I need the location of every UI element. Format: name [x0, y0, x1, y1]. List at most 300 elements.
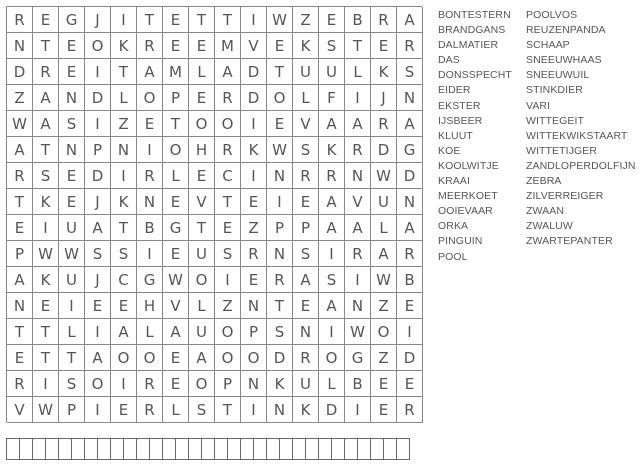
- answer-box[interactable]: [254, 439, 267, 460]
- grid-cell[interactable]: E: [241, 189, 267, 215]
- grid-cell[interactable]: L: [345, 59, 371, 85]
- grid-cell[interactable]: R: [371, 111, 397, 137]
- grid-cell[interactable]: E: [241, 267, 267, 293]
- grid-cell[interactable]: L: [189, 293, 215, 319]
- grid-cell[interactable]: P: [267, 215, 293, 241]
- grid-cell[interactable]: K: [33, 267, 59, 293]
- grid-cell[interactable]: I: [59, 293, 85, 319]
- answer-box[interactable]: [267, 439, 280, 460]
- grid-cell[interactable]: O: [241, 345, 267, 371]
- grid-cell[interactable]: R: [137, 33, 163, 59]
- grid-cell[interactable]: R: [33, 59, 59, 85]
- grid-cell[interactable]: C: [215, 163, 241, 189]
- grid-cell[interactable]: A: [189, 345, 215, 371]
- grid-cell[interactable]: K: [111, 189, 137, 215]
- grid-cell[interactable]: E: [267, 33, 293, 59]
- grid-cell[interactable]: Z: [371, 345, 397, 371]
- grid-cell[interactable]: S: [293, 137, 319, 163]
- answer-box[interactable]: [176, 439, 189, 460]
- word-list-item: WITTETIJGER: [526, 144, 598, 157]
- grid-cell[interactable]: J: [85, 7, 111, 33]
- grid-cell[interactable]: T: [215, 397, 241, 423]
- grid-cell[interactable]: N: [267, 241, 293, 267]
- grid-cell[interactable]: N: [345, 293, 371, 319]
- grid-cell[interactable]: T: [163, 111, 189, 137]
- grid-cell[interactable]: A: [345, 215, 371, 241]
- grid-cell[interactable]: E: [163, 345, 189, 371]
- word-list: [438, 8, 638, 265]
- answer-box[interactable]: [46, 439, 59, 460]
- word-list-item: ZWAAN: [526, 205, 565, 218]
- answer-box[interactable]: [319, 439, 332, 460]
- grid-cell[interactable]: R: [293, 163, 319, 189]
- answer-box[interactable]: [98, 439, 111, 460]
- grid-cell[interactable]: N: [137, 189, 163, 215]
- grid-cell[interactable]: A: [319, 111, 345, 137]
- grid-cell[interactable]: T: [33, 319, 59, 345]
- grid-cell[interactable]: M: [215, 33, 241, 59]
- answer-box[interactable]: [111, 439, 124, 460]
- grid-cell[interactable]: T: [111, 59, 137, 85]
- grid-cell[interactable]: T: [215, 7, 241, 33]
- grid-cell[interactable]: R: [215, 85, 241, 111]
- answer-box[interactable]: [280, 439, 293, 460]
- grid-cell[interactable]: R: [215, 137, 241, 163]
- grid-cell[interactable]: D: [241, 85, 267, 111]
- grid-cell[interactable]: E: [163, 189, 189, 215]
- grid-cell[interactable]: W: [267, 7, 293, 33]
- grid-cell[interactable]: A: [33, 111, 59, 137]
- grid-cell[interactable]: I: [215, 267, 241, 293]
- answer-box[interactable]: [163, 439, 176, 460]
- grid-cell[interactable]: T: [33, 33, 59, 59]
- grid-cell[interactable]: N: [267, 397, 293, 423]
- grid-cell[interactable]: A: [33, 85, 59, 111]
- grid-cell[interactable]: S: [293, 241, 319, 267]
- word-list-item: POOLVOS: [526, 9, 578, 21]
- grid-cell[interactable]: R: [137, 397, 163, 423]
- grid-cell[interactable]: G: [163, 215, 189, 241]
- grid-cell[interactable]: S: [267, 319, 293, 345]
- grid-cell[interactable]: O: [319, 345, 345, 371]
- grid-cell[interactable]: N: [267, 163, 293, 189]
- grid-cell[interactable]: I: [111, 7, 137, 33]
- grid-cell[interactable]: L: [189, 59, 215, 85]
- grid-cell[interactable]: K: [111, 33, 137, 59]
- grid-cell[interactable]: W: [7, 111, 33, 137]
- grid-cell[interactable]: K: [371, 59, 397, 85]
- grid-cell[interactable]: W: [33, 397, 59, 423]
- grid-cell[interactable]: Z: [7, 85, 33, 111]
- grid-cell[interactable]: S: [319, 267, 345, 293]
- grid-cell[interactable]: B: [137, 215, 163, 241]
- grid-cell[interactable]: W: [371, 267, 397, 293]
- grid-cell[interactable]: I: [111, 371, 137, 397]
- word-list-item: KOOLWITJE: [438, 159, 499, 172]
- answer-box[interactable]: [202, 439, 215, 460]
- grid-cell[interactable]: T: [267, 293, 293, 319]
- grid-cell[interactable]: E: [293, 189, 319, 215]
- grid-cell[interactable]: E: [371, 371, 397, 397]
- grid-cell[interactable]: I: [85, 111, 111, 137]
- grid-cell[interactable]: I: [33, 371, 59, 397]
- answer-box[interactable]: [332, 439, 345, 460]
- grid-cell[interactable]: K: [293, 397, 319, 423]
- grid-cell[interactable]: E: [59, 189, 85, 215]
- grid-cell[interactable]: K: [241, 137, 267, 163]
- grid-cell[interactable]: I: [85, 397, 111, 423]
- grid-cell[interactable]: E: [111, 397, 137, 423]
- grid-cell[interactable]: S: [319, 33, 345, 59]
- grid-cell[interactable]: I: [241, 397, 267, 423]
- word-list-item: MEERKOET: [438, 190, 498, 203]
- grid-cell[interactable]: E: [371, 33, 397, 59]
- grid-cell[interactable]: U: [319, 59, 345, 85]
- grid-cell[interactable]: N: [397, 85, 423, 111]
- grid-cell[interactable]: E: [163, 7, 189, 33]
- grid-cell[interactable]: E: [215, 215, 241, 241]
- letter-grid[interactable]: [6, 6, 422, 422]
- grid-cell[interactable]: E: [59, 33, 85, 59]
- grid-cell[interactable]: E: [33, 7, 59, 33]
- grid-cell[interactable]: I: [85, 319, 111, 345]
- grid-cell[interactable]: E: [111, 293, 137, 319]
- grid-cell[interactable]: T: [111, 215, 137, 241]
- grid-cell[interactable]: N: [241, 293, 267, 319]
- grid-cell[interactable]: E: [371, 397, 397, 423]
- grid-cell[interactable]: U: [293, 59, 319, 85]
- grid-cell[interactable]: R: [7, 163, 33, 189]
- grid-cell[interactable]: S: [189, 397, 215, 423]
- grid-cell[interactable]: W: [371, 163, 397, 189]
- grid-cell[interactable]: O: [215, 111, 241, 137]
- grid-cell[interactable]: O: [163, 137, 189, 163]
- grid-cell[interactable]: R: [267, 267, 293, 293]
- grid-cell[interactable]: U: [59, 267, 85, 293]
- grid-cell[interactable]: O: [189, 371, 215, 397]
- grid-cell[interactable]: T: [33, 137, 59, 163]
- grid-cell[interactable]: M: [163, 59, 189, 85]
- grid-cell[interactable]: D: [7, 59, 33, 85]
- grid-cell[interactable]: L: [163, 163, 189, 189]
- grid-cell[interactable]: O: [189, 267, 215, 293]
- grid-cell[interactable]: W: [345, 319, 371, 345]
- grid-cell[interactable]: A: [319, 293, 345, 319]
- grid-cell[interactable]: F: [319, 85, 345, 111]
- grid-cell[interactable]: S: [85, 241, 111, 267]
- grid-cell[interactable]: P: [7, 241, 33, 267]
- answer-box[interactable]: [397, 439, 410, 460]
- grid-cell[interactable]: L: [111, 85, 137, 111]
- grid-cell[interactable]: T: [189, 7, 215, 33]
- grid-cell[interactable]: R: [397, 33, 423, 59]
- grid-cell[interactable]: E: [163, 241, 189, 267]
- grid-cell[interactable]: V: [241, 33, 267, 59]
- answer-box[interactable]: [241, 439, 254, 460]
- grid-cell[interactable]: N: [59, 85, 85, 111]
- grid-cell[interactable]: E: [293, 293, 319, 319]
- grid-cell[interactable]: O: [371, 319, 397, 345]
- grid-cell[interactable]: T: [7, 319, 33, 345]
- grid-cell[interactable]: W: [59, 241, 85, 267]
- grid-cell[interactable]: A: [85, 345, 111, 371]
- answer-box[interactable]: [85, 439, 98, 460]
- grid-cell[interactable]: R: [397, 241, 423, 267]
- answer-box[interactable]: [228, 439, 241, 460]
- grid-cell[interactable]: I: [319, 241, 345, 267]
- grid-cell[interactable]: R: [345, 137, 371, 163]
- grid-cell[interactable]: A: [7, 137, 33, 163]
- grid-cell[interactable]: D: [397, 345, 423, 371]
- grid-cell[interactable]: E: [267, 111, 293, 137]
- grid-cell[interactable]: E: [319, 7, 345, 33]
- grid-cell[interactable]: K: [319, 137, 345, 163]
- grid-cell[interactable]: D: [85, 163, 111, 189]
- grid-cell[interactable]: D: [319, 397, 345, 423]
- grid-cell[interactable]: P: [85, 137, 111, 163]
- grid-cell[interactable]: O: [215, 345, 241, 371]
- grid-cell[interactable]: P: [241, 319, 267, 345]
- grid-cell[interactable]: R: [7, 7, 33, 33]
- grid-cell[interactable]: V: [345, 189, 371, 215]
- grid-cell[interactable]: R: [397, 397, 423, 423]
- answer-box[interactable]: [72, 439, 85, 460]
- grid-cell[interactable]: Z: [111, 111, 137, 137]
- grid-cell[interactable]: Z: [215, 293, 241, 319]
- grid-cell[interactable]: I: [345, 85, 371, 111]
- grid-cell[interactable]: L: [371, 215, 397, 241]
- grid-cell[interactable]: N: [293, 319, 319, 345]
- grid-cell[interactable]: E: [189, 163, 215, 189]
- grid-cell[interactable]: D: [371, 137, 397, 163]
- grid-cell[interactable]: E: [189, 33, 215, 59]
- grid-cell[interactable]: E: [397, 371, 423, 397]
- answer-box[interactable]: [189, 439, 202, 460]
- grid-cell[interactable]: R: [293, 345, 319, 371]
- grid-cell[interactable]: D: [85, 85, 111, 111]
- grid-cell[interactable]: T: [215, 189, 241, 215]
- answer-box[interactable]: [293, 439, 306, 460]
- grid-cell[interactable]: O: [85, 371, 111, 397]
- grid-cell[interactable]: A: [397, 215, 423, 241]
- answer-box[interactable]: [306, 439, 319, 460]
- grid-cell[interactable]: D: [397, 163, 423, 189]
- answer-box[interactable]: [384, 439, 397, 460]
- grid-cell[interactable]: Z: [371, 293, 397, 319]
- grid-cell[interactable]: O: [189, 111, 215, 137]
- answer-box[interactable]: [137, 439, 150, 460]
- grid-cell[interactable]: A: [7, 267, 33, 293]
- grid-cell[interactable]: V: [7, 397, 33, 423]
- grid-cell[interactable]: N: [7, 293, 33, 319]
- grid-cell[interactable]: I: [85, 59, 111, 85]
- grid-cell[interactable]: D: [241, 59, 267, 85]
- grid-cell[interactable]: H: [189, 137, 215, 163]
- answer-box[interactable]: [124, 439, 137, 460]
- grid-cell[interactable]: V: [163, 293, 189, 319]
- grid-cell[interactable]: R: [7, 371, 33, 397]
- grid-cell[interactable]: I: [345, 397, 371, 423]
- answer-box[interactable]: [7, 439, 20, 460]
- grid-cell[interactable]: N: [241, 371, 267, 397]
- grid-cell[interactable]: L: [137, 319, 163, 345]
- grid-cell[interactable]: B: [345, 371, 371, 397]
- answer-box[interactable]: [33, 439, 46, 460]
- grid-cell[interactable]: B: [397, 267, 423, 293]
- grid-cell[interactable]: L: [319, 371, 345, 397]
- grid-cell[interactable]: U: [371, 189, 397, 215]
- grid-cell[interactable]: T: [7, 189, 33, 215]
- grid-cell[interactable]: A: [397, 111, 423, 137]
- grid-cell[interactable]: P: [163, 85, 189, 111]
- grid-cell[interactable]: U: [189, 319, 215, 345]
- grid-cell[interactable]: I: [267, 189, 293, 215]
- grid-cell[interactable]: J: [85, 267, 111, 293]
- grid-cell[interactable]: S: [59, 371, 85, 397]
- grid-cell[interactable]: S: [111, 241, 137, 267]
- grid-cell[interactable]: A: [397, 7, 423, 33]
- grid-cell[interactable]: R: [137, 371, 163, 397]
- grid-cell[interactable]: O: [111, 345, 137, 371]
- grid-cell[interactable]: T: [345, 33, 371, 59]
- answer-box[interactable]: [59, 439, 72, 460]
- grid-cell[interactable]: G: [397, 137, 423, 163]
- grid-cell[interactable]: W: [163, 267, 189, 293]
- answer-box[interactable]: [371, 439, 384, 460]
- grid-cell[interactable]: T: [137, 7, 163, 33]
- grid-cell[interactable]: O: [137, 345, 163, 371]
- grid-cell[interactable]: I: [397, 319, 423, 345]
- grid-cell[interactable]: S: [59, 111, 85, 137]
- grid-cell[interactable]: I: [241, 163, 267, 189]
- grid-cell[interactable]: S: [33, 163, 59, 189]
- grid-cell[interactable]: Z: [241, 215, 267, 241]
- grid-cell[interactable]: P: [215, 371, 241, 397]
- grid-cell[interactable]: E: [163, 371, 189, 397]
- answer-box[interactable]: [215, 439, 228, 460]
- word-list-item: STINKDIER: [526, 84, 583, 97]
- grid-cell[interactable]: I: [241, 111, 267, 137]
- word-list-item: SNEEUWUIL: [526, 69, 590, 82]
- grid-cell[interactable]: H: [137, 293, 163, 319]
- grid-cell[interactable]: R: [345, 241, 371, 267]
- grid-cell[interactable]: O: [267, 85, 293, 111]
- word-list-item: DONSSPECHT: [438, 69, 512, 82]
- grid-cell[interactable]: T: [33, 345, 59, 371]
- grid-cell[interactable]: K: [293, 33, 319, 59]
- grid-cell[interactable]: U: [293, 371, 319, 397]
- grid-cell[interactable]: A: [85, 215, 111, 241]
- grid-cell[interactable]: W: [267, 137, 293, 163]
- grid-cell[interactable]: D: [267, 345, 293, 371]
- grid-cell[interactable]: S: [397, 59, 423, 85]
- grid-cell[interactable]: B: [345, 7, 371, 33]
- grid-cell[interactable]: T: [189, 215, 215, 241]
- grid-cell[interactable]: W: [33, 241, 59, 267]
- grid-cell[interactable]: O: [85, 33, 111, 59]
- grid-cell[interactable]: A: [319, 215, 345, 241]
- grid-cell[interactable]: A: [137, 59, 163, 85]
- answer-box[interactable]: [358, 439, 371, 460]
- grid-cell[interactable]: N: [397, 189, 423, 215]
- grid-cell[interactable]: R: [319, 163, 345, 189]
- answer-box[interactable]: [150, 439, 163, 460]
- grid-cell[interactable]: L: [163, 397, 189, 423]
- grid-cell[interactable]: A: [111, 319, 137, 345]
- grid-cell[interactable]: I: [111, 163, 137, 189]
- grid-cell[interactable]: G: [137, 267, 163, 293]
- grid-cell[interactable]: I: [241, 7, 267, 33]
- grid-cell[interactable]: O: [215, 319, 241, 345]
- grid-cell[interactable]: O: [137, 85, 163, 111]
- answer-boxes[interactable]: [6, 438, 410, 460]
- grid-cell[interactable]: A: [345, 111, 371, 137]
- word-list-item: PINGUIN: [438, 235, 483, 248]
- grid-cell[interactable]: E: [33, 293, 59, 319]
- grid-cell[interactable]: A: [163, 319, 189, 345]
- grid-cell[interactable]: C: [111, 267, 137, 293]
- grid-cell[interactable]: E: [137, 111, 163, 137]
- grid-cell[interactable]: A: [215, 59, 241, 85]
- answer-box[interactable]: [345, 439, 358, 460]
- grid-cell[interactable]: I: [319, 319, 345, 345]
- grid-cell[interactable]: J: [85, 189, 111, 215]
- grid-cell[interactable]: A: [319, 189, 345, 215]
- grid-cell[interactable]: L: [59, 319, 85, 345]
- grid-cell[interactable]: I: [137, 241, 163, 267]
- grid-cell[interactable]: N: [7, 33, 33, 59]
- grid-cell[interactable]: R: [137, 163, 163, 189]
- grid-cell[interactable]: N: [59, 137, 85, 163]
- grid-cell[interactable]: I: [137, 137, 163, 163]
- grid-cell[interactable]: K: [33, 189, 59, 215]
- grid-cell[interactable]: V: [189, 189, 215, 215]
- grid-cell[interactable]: E: [59, 59, 85, 85]
- grid-cell[interactable]: A: [371, 241, 397, 267]
- grid-cell[interactable]: A: [293, 267, 319, 293]
- grid-cell[interactable]: E: [59, 163, 85, 189]
- grid-cell[interactable]: V: [293, 111, 319, 137]
- grid-cell[interactable]: T: [267, 59, 293, 85]
- grid-cell[interactable]: E: [85, 293, 111, 319]
- grid-cell[interactable]: P: [59, 397, 85, 423]
- grid-cell[interactable]: I: [345, 267, 371, 293]
- grid-cell[interactable]: K: [267, 371, 293, 397]
- grid-cell[interactable]: T: [59, 345, 85, 371]
- grid-cell[interactable]: I: [33, 215, 59, 241]
- grid-cell[interactable]: U: [59, 215, 85, 241]
- grid-cell[interactable]: G: [345, 345, 371, 371]
- grid-cell[interactable]: E: [163, 33, 189, 59]
- grid-cell[interactable]: N: [111, 137, 137, 163]
- grid-cell[interactable]: E: [7, 345, 33, 371]
- grid-cell[interactable]: Z: [293, 7, 319, 33]
- grid-cell[interactable]: G: [59, 7, 85, 33]
- word-list-column-1: [438, 8, 518, 265]
- grid-cell[interactable]: R: [371, 7, 397, 33]
- grid-cell[interactable]: S: [215, 241, 241, 267]
- grid-cell[interactable]: P: [293, 215, 319, 241]
- grid-cell[interactable]: R: [241, 241, 267, 267]
- grid-cell[interactable]: L: [293, 85, 319, 111]
- grid-cell[interactable]: E: [397, 293, 423, 319]
- grid-cell[interactable]: J: [371, 85, 397, 111]
- grid-cell[interactable]: N: [345, 163, 371, 189]
- grid-cell[interactable]: U: [189, 241, 215, 267]
- grid-cell[interactable]: E: [7, 215, 33, 241]
- answer-box[interactable]: [20, 439, 33, 460]
- grid-cell[interactable]: E: [189, 85, 215, 111]
